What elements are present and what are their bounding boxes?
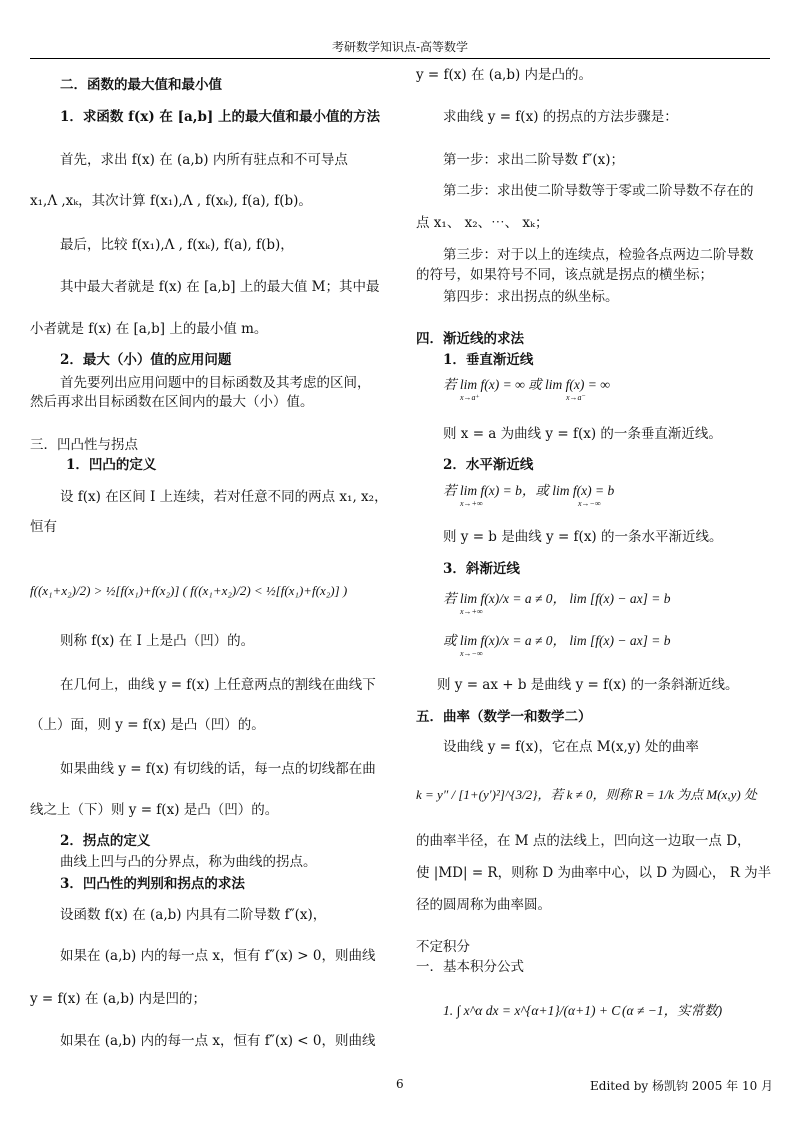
paragraph: 最后，比较 f(x₁),Λ , f(xₖ), f(a), f(b)， — [60, 237, 294, 253]
step-3: 第三步：对于以上的连续点，检验各点两边二阶导数 — [443, 247, 754, 263]
paragraph: 设函数 f(x) 在 (a,b) 内具有二阶导数 f″(x)， — [60, 907, 327, 923]
convexity-inequality: f((x₁+x₂)/2) > ½[f(x₁)+f(x₂)] ( f((x₁+x₂)/2) < ½[f(x₁)+f(x₂)] ) — [30, 583, 348, 598]
integral-formula-1-condition: (α ≠ −1，实常数) — [622, 1003, 723, 1018]
limit-subscript: x→+∞ — [460, 607, 483, 616]
step-2-cont: 点 x₁、 x₂、⋯、 xₖ； — [416, 215, 549, 231]
paragraph: 则 y = ax + b 是曲线 y = f(x) 的一条斜渐近线。 — [437, 677, 739, 693]
oblique-asymptote-formula: 或 lim f(x)/x = a ≠ 0， lim [f(x) − ax] = b — [443, 633, 671, 648]
paragraph: 线之上（下）则 y = f(x) 是凸（凹）的。 — [30, 802, 279, 818]
paragraph: y = f(x) 在 (a,b) 内是凹的； — [30, 991, 207, 1007]
subsection-2-2: 2．最大（小）值的应用问题 — [60, 352, 232, 368]
step-4: 第四步：求出拐点的纵坐标。 — [443, 289, 619, 305]
subsection-3-3: 3．凹凸性的判别和拐点的求法 — [60, 876, 245, 892]
step-3-cont: 的符号，如果符号不同，该点就是拐点的横坐标； — [416, 267, 713, 283]
step-1: 第一步：求出二阶导数 f″(x)； — [443, 152, 624, 168]
limit-subscript: x→+∞ — [460, 499, 483, 508]
paragraph: 恒有 — [30, 519, 57, 535]
paragraph: 则称 f(x) 在 I 上是凸（凹）的。 — [60, 633, 255, 649]
paragraph: 然后再求出目标函数在区间内的最大（小）值。 — [30, 394, 314, 410]
paragraph: 则 y = b 是曲线 y = f(x) 的一条水平渐近线。 — [443, 529, 723, 545]
section-2-title: 二．函数的最大值和最小值 — [60, 77, 222, 93]
curvature-formula: k = y″ / [1+(y′)²]^{3/2}，若 k ≠ 0，则称 R = 1/k 为点 M(x,y) 处 — [416, 787, 757, 802]
subsection-4-2: 2．水平渐近线 — [443, 457, 534, 473]
paragraph: 小者就是 f(x) 在 [a,b] 上的最小值 m。 — [30, 321, 268, 337]
paragraph: 首先，求出 f(x) 在 (a,b) 内所有驻点和不可导点 — [60, 152, 348, 168]
paragraph: 如果在 (a,b) 内的每一点 x，恒有 f″(x) > 0，则曲线 — [60, 948, 376, 964]
limit-subscript: x→−∞ — [460, 649, 483, 658]
paragraph: （上）面，则 y = f(x) 是凸（凹）的。 — [30, 717, 265, 733]
limit-subscript: x→a⁺ — [460, 393, 480, 402]
limit-subscript: x→−∞ — [578, 499, 601, 508]
paragraph: 的曲率半径，在 M 点的法线上，凹向这一边取一点 D， — [416, 833, 751, 849]
paragraph: 如果曲线 y = f(x) 有切线的话，每一点的切线都在曲 — [60, 761, 376, 777]
paragraph: 设 f(x) 在区间 I 上连续，若对任意不同的两点 x₁, x₂， — [60, 489, 388, 505]
paragraph: 径的圆周称为曲率圆。 — [416, 897, 551, 913]
paragraph: 其中最大者就是 f(x) 在 [a,b] 上的最大值 M；其中最 — [60, 279, 380, 295]
paragraph: 曲线上凹与凸的分界点，称为曲线的拐点。 — [60, 854, 317, 870]
paragraph: 在几何上，曲线 y = f(x) 上任意两点的割线在曲线下 — [60, 677, 376, 693]
indefinite-integral-heading: 不定积分 — [416, 939, 470, 955]
paragraph: 求曲线 y = f(x) 的拐点的方法步骤是： — [443, 109, 678, 125]
subsection-3-1: 1．凹凸的定义 — [66, 457, 157, 473]
vertical-asymptote-formula: 若 lim f(x) = ∞ 或 lim f(x) = ∞ — [443, 377, 610, 392]
subsection-3-2: 2．拐点的定义 — [60, 833, 151, 849]
paragraph: x₁,Λ ,xₖ，其次计算 f(x₁),Λ , f(xₖ), f(a), f(b)。 — [30, 193, 312, 209]
section-4-title: 四．渐近线的求法 — [416, 331, 524, 347]
oblique-asymptote-formula: 若 lim f(x)/x = a ≠ 0， lim [f(x) − ax] = b — [443, 591, 671, 606]
paragraph: 如果在 (a,b) 内的每一点 x，恒有 f″(x) < 0，则曲线 — [60, 1033, 376, 1049]
page-number: 6 — [396, 1077, 404, 1091]
paragraph: 首先要列出应用问题中的目标函数及其考虑的区间， — [60, 375, 371, 391]
paragraph: y = f(x) 在 (a,b) 内是凸的。 — [416, 67, 593, 83]
section-5-title: 五．曲率（数学一和数学二） — [416, 709, 592, 725]
basic-formulas-heading: 一．基本积分公式 — [416, 959, 524, 975]
limit-subscript: x→a⁻ — [566, 393, 586, 402]
paragraph: 设曲线 y = f(x)，它在点 M(x,y) 处的曲率 — [443, 739, 699, 755]
section-3-title: 三．凹凸性与拐点 — [30, 437, 138, 453]
subsection-4-3: 3．斜渐近线 — [443, 561, 520, 577]
editor-credit: Edited by 杨凯钧 2005 年 10 月 — [590, 1079, 774, 1093]
page-header: 考研数学知识点-高等数学 — [30, 38, 770, 59]
paragraph: 使 |MD| = R，则称 D 为曲率中心，以 D 为圆心， R 为半 — [416, 865, 772, 881]
subsection-2-1: 1．求函数 f(x) 在 [a,b] 上的最大值和最小值的方法 — [60, 109, 380, 125]
step-2: 第二步：求出使二阶导数等于零或二阶导数不存在的 — [443, 183, 754, 199]
horizontal-asymptote-formula: 若 lim f(x) = b，或 lim f(x) = b — [443, 483, 615, 498]
integral-formula-1: 1. ∫ x^α dx = x^{α+1}/(α+1) + C — [443, 1003, 621, 1018]
paragraph: 则 x = a 为曲线 y = f(x) 的一条垂直渐近线。 — [443, 426, 722, 442]
subsection-4-1: 1．垂直渐近线 — [443, 352, 534, 368]
